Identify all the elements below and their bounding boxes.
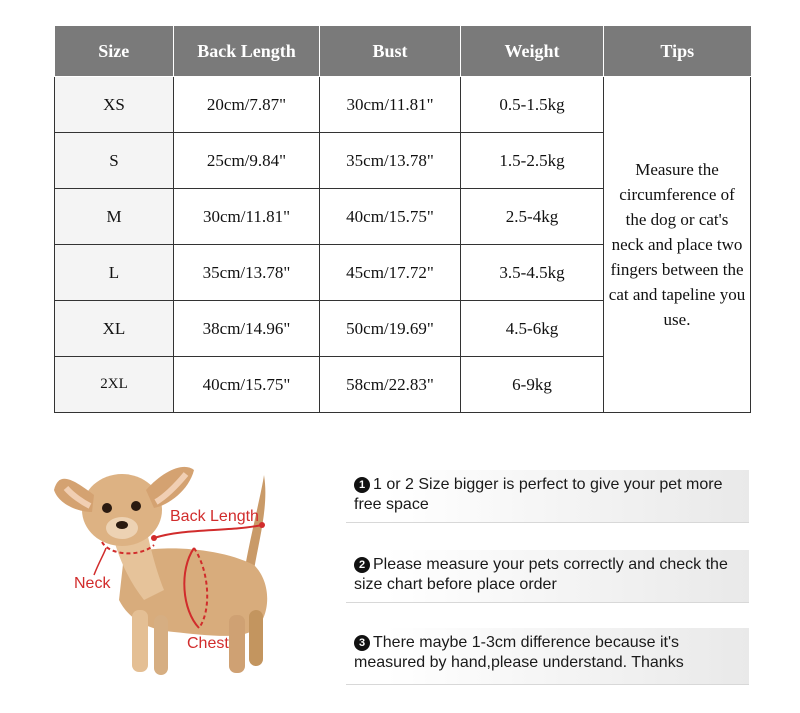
note-size-advice xyxy=(346,470,749,523)
size-cell: 2XL xyxy=(55,357,174,413)
weight-cell: 6-9kg xyxy=(461,357,604,413)
dog-illustration xyxy=(54,467,267,675)
dog-measurement-diagram xyxy=(54,450,304,690)
back-length-cell: 20cm/7.87" xyxy=(174,77,320,133)
back-length-cell: 38cm/14.96" xyxy=(174,301,320,357)
back-length-cell: 25cm/9.84" xyxy=(174,133,320,189)
header-weight: Weight xyxy=(461,26,604,77)
weight-cell: 1.5-2.5kg xyxy=(461,133,604,189)
header-back-length: Back Length xyxy=(174,26,320,77)
note-measure-correctly xyxy=(346,550,749,603)
number-two-icon: 2 xyxy=(354,557,370,573)
note-difference-warning xyxy=(346,628,749,685)
bust-cell: 45cm/17.72" xyxy=(320,245,461,301)
back-length-cell: 35cm/13.78" xyxy=(174,245,320,301)
bust-cell: 58cm/22.83" xyxy=(320,357,461,413)
note-text: 1 or 2 Size bigger is perfect to give your pet more free space xyxy=(354,476,723,513)
size-cell: L xyxy=(55,245,174,301)
weight-cell: 2.5-4kg xyxy=(461,189,604,245)
neck-label: Neck xyxy=(74,575,111,592)
number-one-icon: 1 xyxy=(354,477,370,493)
bust-cell: 35cm/13.78" xyxy=(320,133,461,189)
header-bust: Bust xyxy=(320,26,461,77)
bust-cell: 40cm/15.75" xyxy=(320,189,461,245)
back-length-cell: 30cm/11.81" xyxy=(174,189,320,245)
size-cell: M xyxy=(55,189,174,245)
note-text: There maybe 1-3cm difference because it's measured by hand,please understand. Thanks xyxy=(354,634,684,671)
chest-label: Chest xyxy=(187,635,229,652)
bust-cell: 30cm/11.81" xyxy=(320,77,461,133)
size-cell: XL xyxy=(55,301,174,357)
note-text: Please measure your pets correctly and check the size chart before place order xyxy=(354,556,728,593)
weight-cell: 0.5-1.5kg xyxy=(461,77,604,133)
number-three-icon: 3 xyxy=(354,635,370,651)
weight-cell: 4.5-6kg xyxy=(461,301,604,357)
size-chart-table xyxy=(54,26,751,413)
header-size: Size xyxy=(55,26,174,77)
bust-cell: 50cm/19.69" xyxy=(320,301,461,357)
header-tips: Tips xyxy=(604,26,751,77)
back-length-cell: 40cm/15.75" xyxy=(174,357,320,413)
tips-cell: Measure the circumference of the dog or cat's neck and place two fingers between the cat and tapeline you use. xyxy=(604,77,751,413)
back-length-label: Back Length xyxy=(170,508,259,525)
table-row xyxy=(55,77,751,133)
weight-cell: 3.5-4.5kg xyxy=(461,245,604,301)
size-cell: S xyxy=(55,133,174,189)
size-cell: XS xyxy=(55,77,174,133)
table-header-row xyxy=(55,26,751,77)
